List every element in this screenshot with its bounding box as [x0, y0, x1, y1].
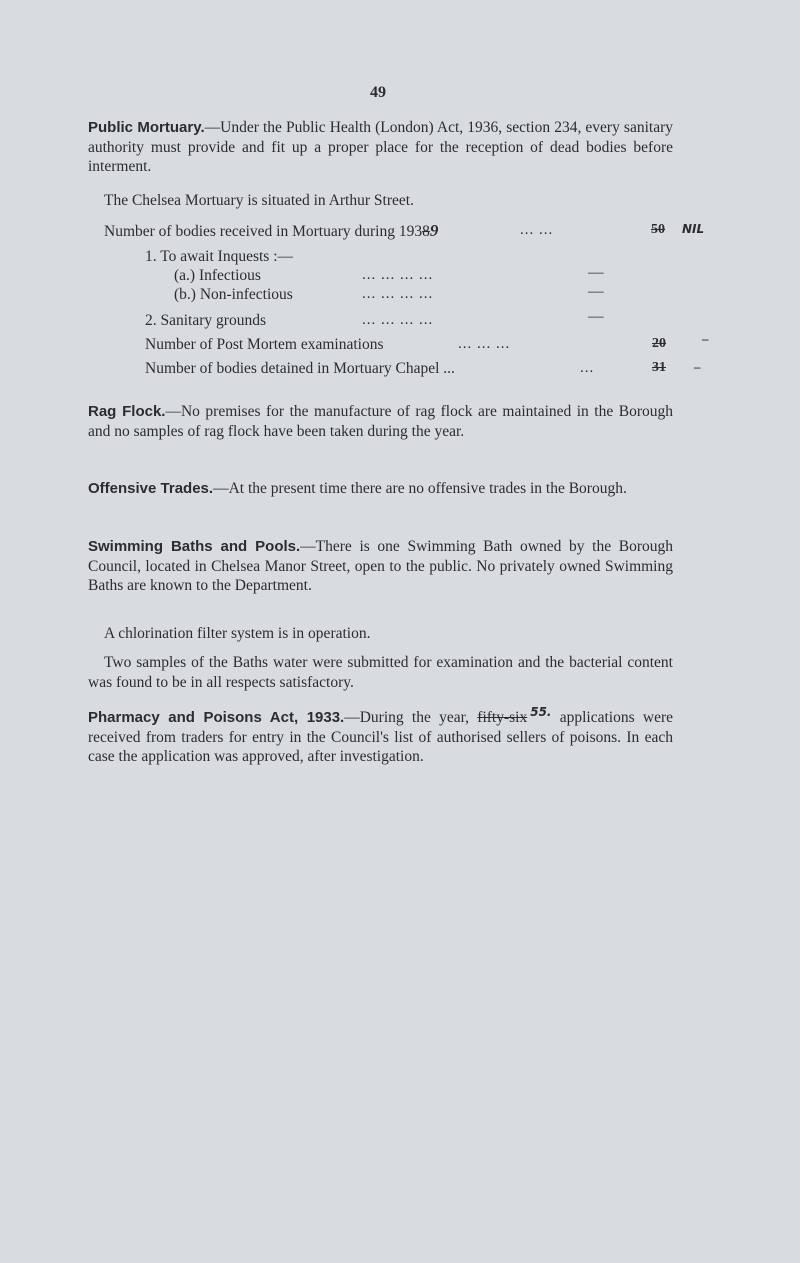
inquests-label: 1. To await Inquests :— — [145, 248, 294, 265]
year-handwritten: 9 — [429, 221, 439, 240]
bodies-received-struck-value: 50 — [651, 222, 665, 237]
chapel-label: Number of bodies detained in Mortuary Chapel ... — [145, 360, 455, 377]
sanitary-value: — — [588, 308, 604, 325]
chapel-handwritten-value: – — [694, 359, 701, 374]
sanitary-label: 2. Sanitary grounds — [145, 312, 266, 329]
swimming-paragraph — [88, 537, 673, 596]
mortuary-paragraph — [88, 118, 673, 177]
rag-flock-paragraph — [88, 402, 673, 441]
offensive-trades-text: —At the present time there are no offensive trades in the Borough. — [213, 480, 627, 497]
pharmacy-paragraph — [88, 703, 673, 767]
infectious-dots: ... ... ... ... — [362, 267, 434, 283]
bodies-received-handwritten-value: NIL — [682, 222, 705, 236]
postmortem-struck-value: 20 — [652, 336, 666, 351]
bodies-received-label: Number of bodies received in Mortuary during 193 — [104, 223, 423, 240]
rag-flock-heading: Rag Flock. — [88, 403, 166, 420]
infectious-label: (a.) Infectious — [174, 267, 261, 284]
page-number: 49 — [370, 84, 386, 101]
bodies-received-row — [104, 221, 438, 241]
chlorination-text: A chlorination filter system is in operation. — [104, 625, 371, 642]
swimming-text: —There is one Swimming Bath owned by the Borough Council, located in Chelsea Manor Street, open to the public. No privately owned Swimming Baths are known to the Department. — [88, 538, 673, 595]
mortuary-location: The Chelsea Mortuary is situated in Arthur Street. — [104, 192, 414, 209]
noninfectious-dots: ... ... ... ... — [362, 286, 434, 302]
noninfectious-value: — — [588, 283, 604, 300]
sanitary-dots: ... ... ... ... — [362, 312, 434, 328]
pharmacy-text-after: applications were received from traders for entry in the Council's list of authorised sellers of poisons. In each case the application was approved, after investigation. — [88, 709, 674, 766]
pharmacy-heading: Pharmacy and Poisons Act, 1933. — [88, 709, 345, 726]
year-struck: 8 — [422, 223, 430, 240]
pharmacy-handwritten-count: 55. — [530, 705, 552, 719]
bodies-received-dots: ... ... — [520, 222, 554, 238]
pharmacy-text-before: —During the year, — [344, 709, 478, 726]
postmortem-label: Number of Post Mortem examinations — [145, 336, 384, 353]
samples-paragraph — [88, 653, 673, 692]
offensive-trades-paragraph — [88, 479, 673, 499]
samples-text: Two samples of the Baths water were submitted for examination and the bacterial content was found to be in all respects satisfactory. — [88, 654, 673, 691]
offensive-trades-heading: Offensive Trades. — [88, 480, 214, 497]
postmortem-handwritten-value: – — [702, 331, 709, 346]
postmortem-dots: ... ... ... — [458, 336, 511, 352]
infectious-value: — — [588, 264, 604, 281]
swimming-heading: Swimming Baths and Pools. — [88, 538, 301, 555]
chapel-struck-value: 31 — [652, 360, 666, 375]
mortuary-heading: Public Mortuary. — [88, 119, 205, 136]
rag-flock-text: —No premises for the manufacture of rag flock are maintained in the Borough and no samples of rag flock have been taken during the year. — [88, 403, 673, 440]
mortuary-intro: —Under the Public Health (London) Act, 1936, section 234, every sanitary authority must provide and fit up a proper place for the reception of dead bodies before interment. — [88, 119, 673, 176]
chapel-dots: ... — [580, 360, 595, 376]
pharmacy-struck-count: fifty-six — [477, 709, 528, 726]
noninfectious-label: (b.) Non-infectious — [174, 286, 293, 303]
